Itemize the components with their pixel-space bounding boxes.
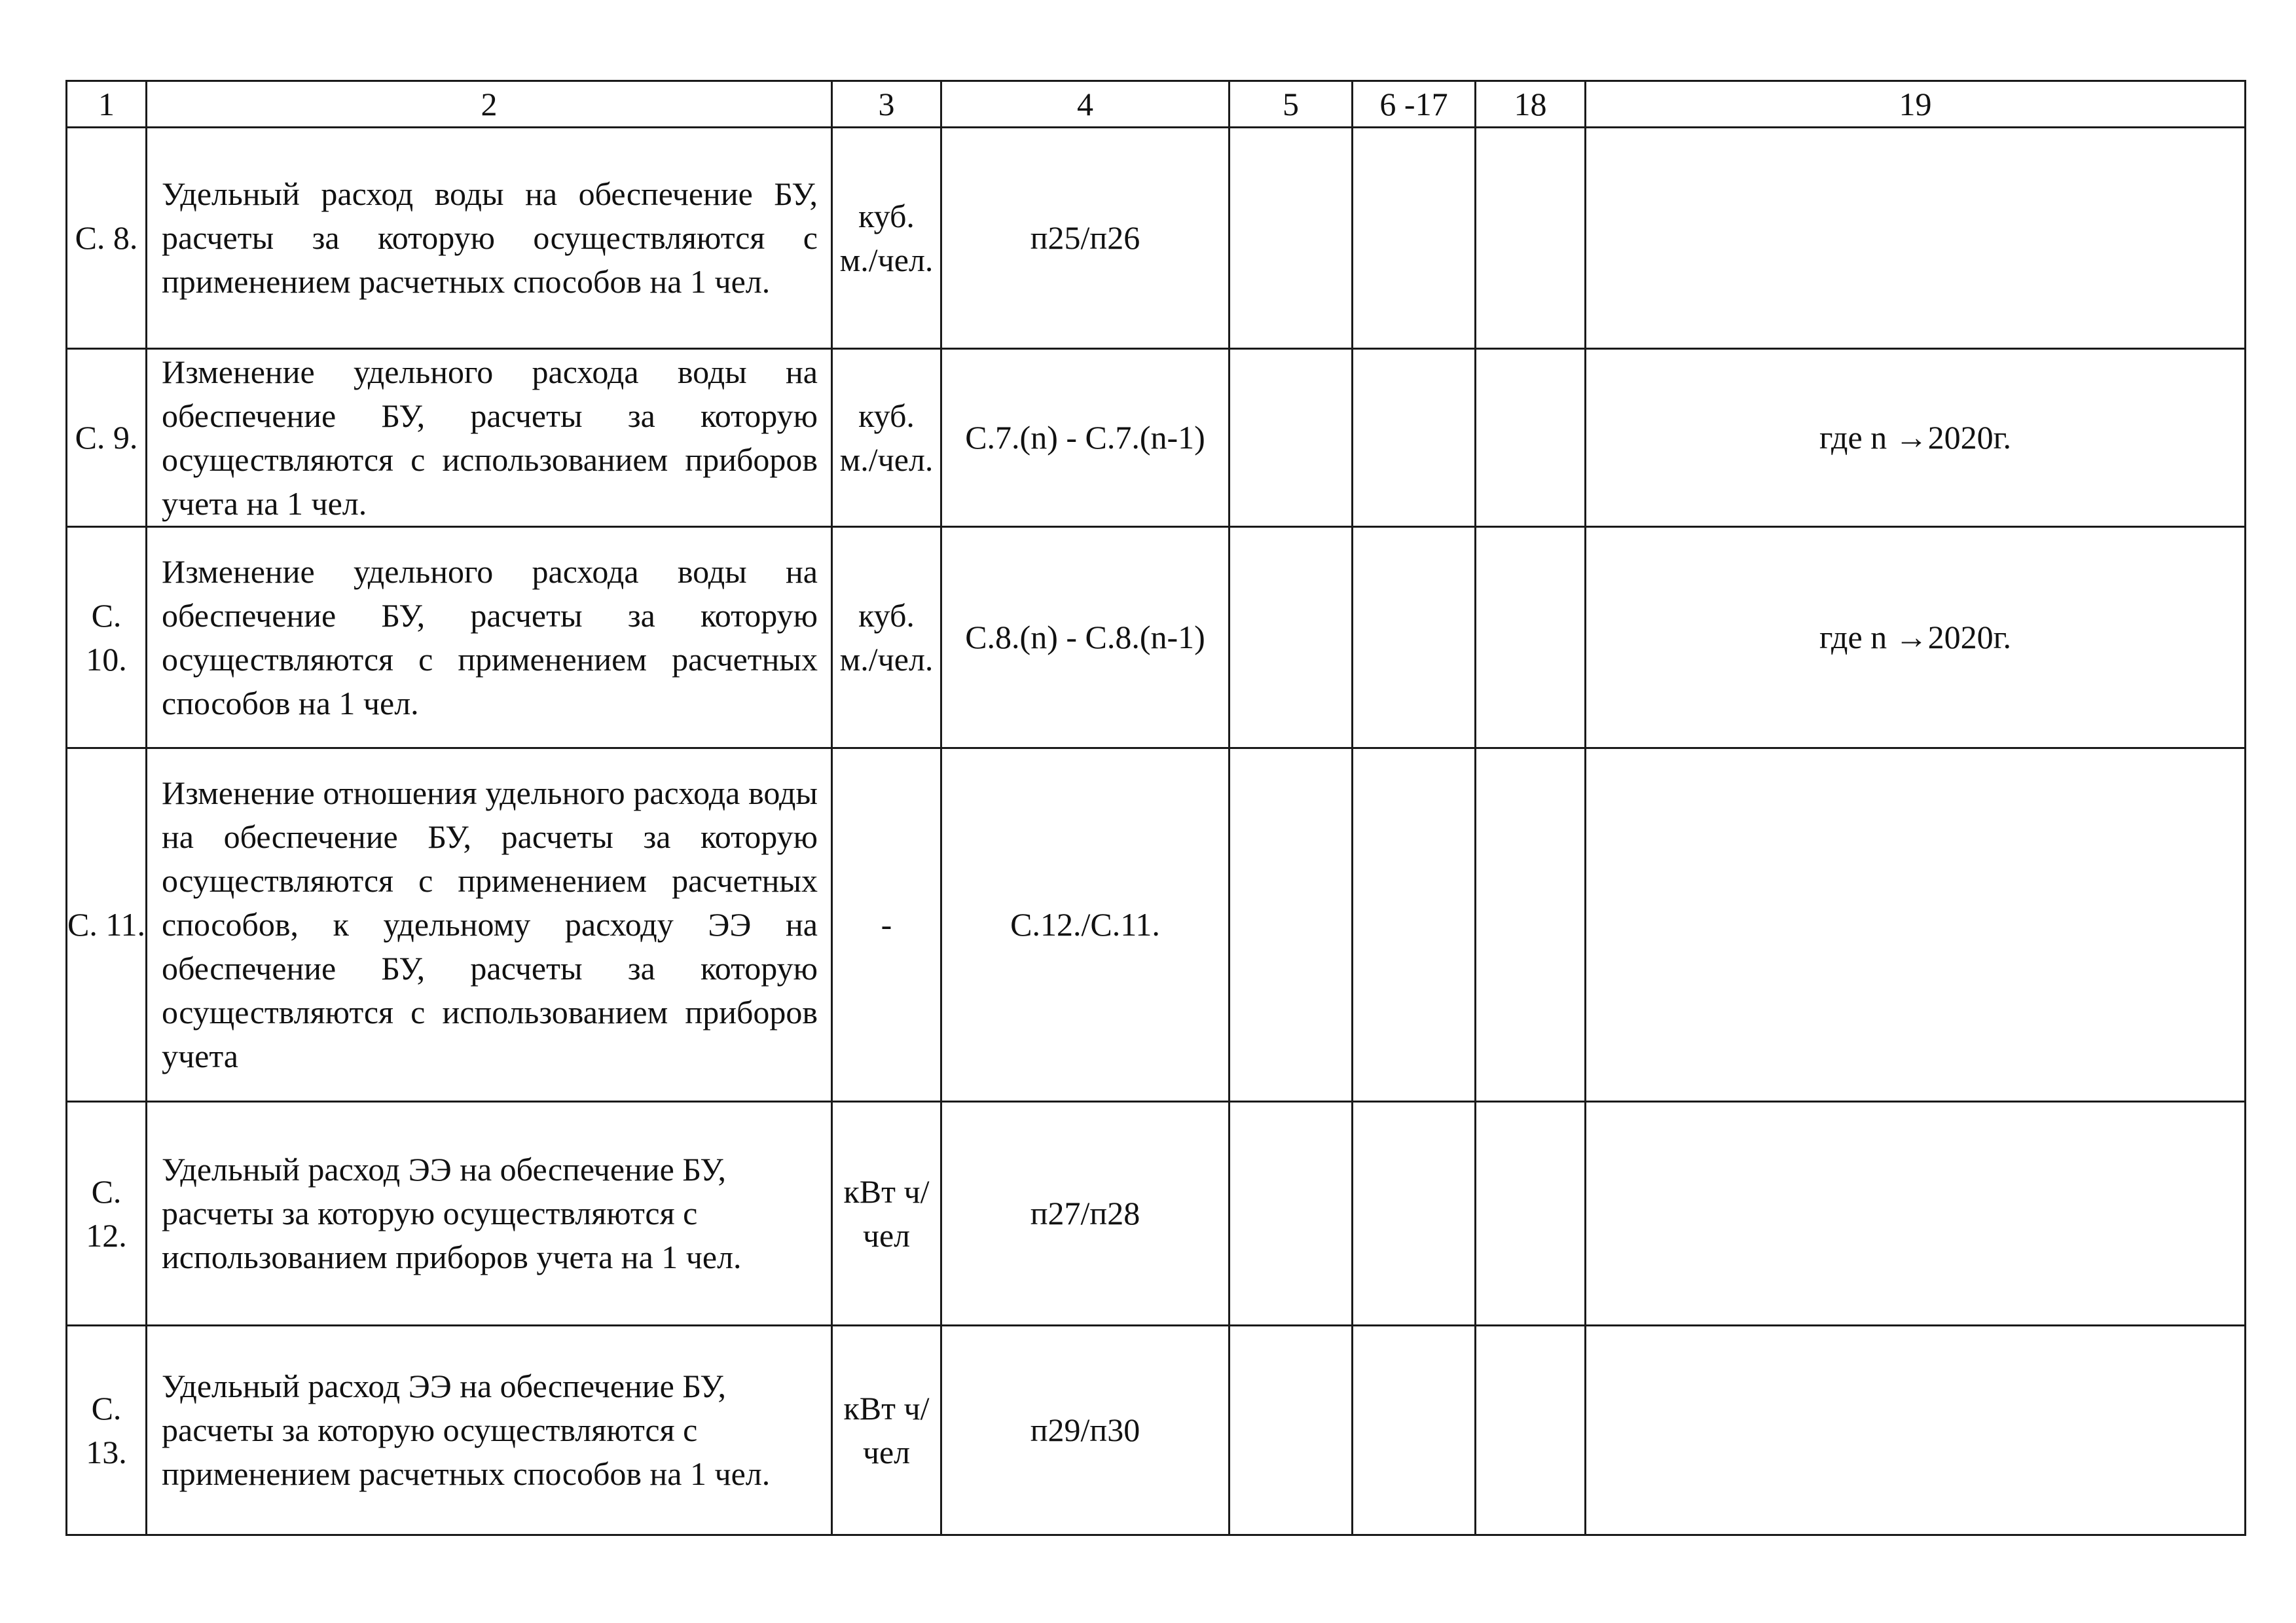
row-col6-17 [1353,748,1476,1102]
table-row [67,128,2246,349]
header-cell: 1 [67,81,147,128]
row-description: Изменение удельного расхода воды на обеспечение БУ, расчеты за которую осуществляются с применением расчетных способов на 1 чел. [147,527,832,748]
header-row [67,81,2246,128]
row-formula: п29/п30 [941,1326,1230,1535]
row-note [1586,1326,2246,1535]
row-code: С. 8. [67,128,147,349]
row-description: Изменение отношения удельного расхода воды на обеспечение БУ, расчеты за которую осуществляются с применением расчетных способов, к удельному расходу ЭЭ на обеспечение БУ, расчеты за которую осуществляются с использованием приборов учета [147,748,832,1102]
row-formula: п25/п26 [941,128,1230,349]
row-note: где n →2020г. [1586,527,2246,748]
header-cell: 5 [1230,81,1353,128]
row-code: С. 10. [67,527,147,748]
row-description: Удельный расход ЭЭ на обеспечение БУ, расчеты за которую осуществляются с использованием приборов учета на 1 чел. [147,1102,832,1326]
row-unit: куб. м./чел. [832,128,941,349]
row-description: Изменение удельного расхода воды на обеспечение БУ, расчеты за которую осуществляются с использованием приборов учета на 1 чел. [147,349,832,527]
row-col18 [1476,1102,1586,1326]
row-note [1586,748,2246,1102]
row-unit: кВт ч/чел [832,1102,941,1326]
row-col6-17 [1353,1326,1476,1535]
row-code: С. 11. [67,748,147,1102]
row-code: С. 13. [67,1326,147,1535]
header-cell: 3 [832,81,941,128]
table-row [67,748,2246,1102]
row-col18 [1476,527,1586,748]
row-note [1586,1102,2246,1326]
row-note [1586,128,2246,349]
row-col6-17 [1353,349,1476,527]
row-col5 [1230,1102,1353,1326]
indicator-table [65,80,2246,1536]
row-description: Удельный расход воды на обеспечение БУ, расчеты за которую осуществляются с применением расчетных способов на 1 чел. [147,128,832,349]
row-code: С. 9. [67,349,147,527]
row-col5 [1230,1326,1353,1535]
row-col5 [1230,748,1353,1102]
table-row [67,1102,2246,1326]
row-code: С. 12. [67,1102,147,1326]
row-col5 [1230,128,1353,349]
row-formula: С.8.(n) - С.8.(n-1) [941,527,1230,748]
row-formula: С.7.(n) - С.7.(n-1) [941,349,1230,527]
row-col6-17 [1353,128,1476,349]
row-col18 [1476,349,1586,527]
row-description: Удельный расход ЭЭ на обеспечение БУ, расчеты за которую осуществляются с применением расчетных способов на 1 чел. [147,1326,832,1535]
row-unit: кВт ч/чел [832,1326,941,1535]
row-col5 [1230,527,1353,748]
row-col18 [1476,128,1586,349]
row-formula: С.12./С.11. [941,748,1230,1102]
row-col6-17 [1353,1102,1476,1326]
header-cell: 6 -17 [1353,81,1476,128]
header-cell: 18 [1476,81,1586,128]
row-col6-17 [1353,527,1476,748]
row-formula: п27/п28 [941,1102,1230,1326]
table-row [67,527,2246,748]
header-cell: 19 [1586,81,2246,128]
row-note: где n →2020г. [1586,349,2246,527]
header-cell: 2 [147,81,832,128]
table-row [67,1326,2246,1535]
row-col18 [1476,1326,1586,1535]
row-col5 [1230,349,1353,527]
header-cell: 4 [941,81,1230,128]
table-row [67,349,2246,527]
row-unit: куб. м./чел. [832,349,941,527]
row-col18 [1476,748,1586,1102]
row-unit: - [832,748,941,1102]
row-unit: куб. м./чел. [832,527,941,748]
